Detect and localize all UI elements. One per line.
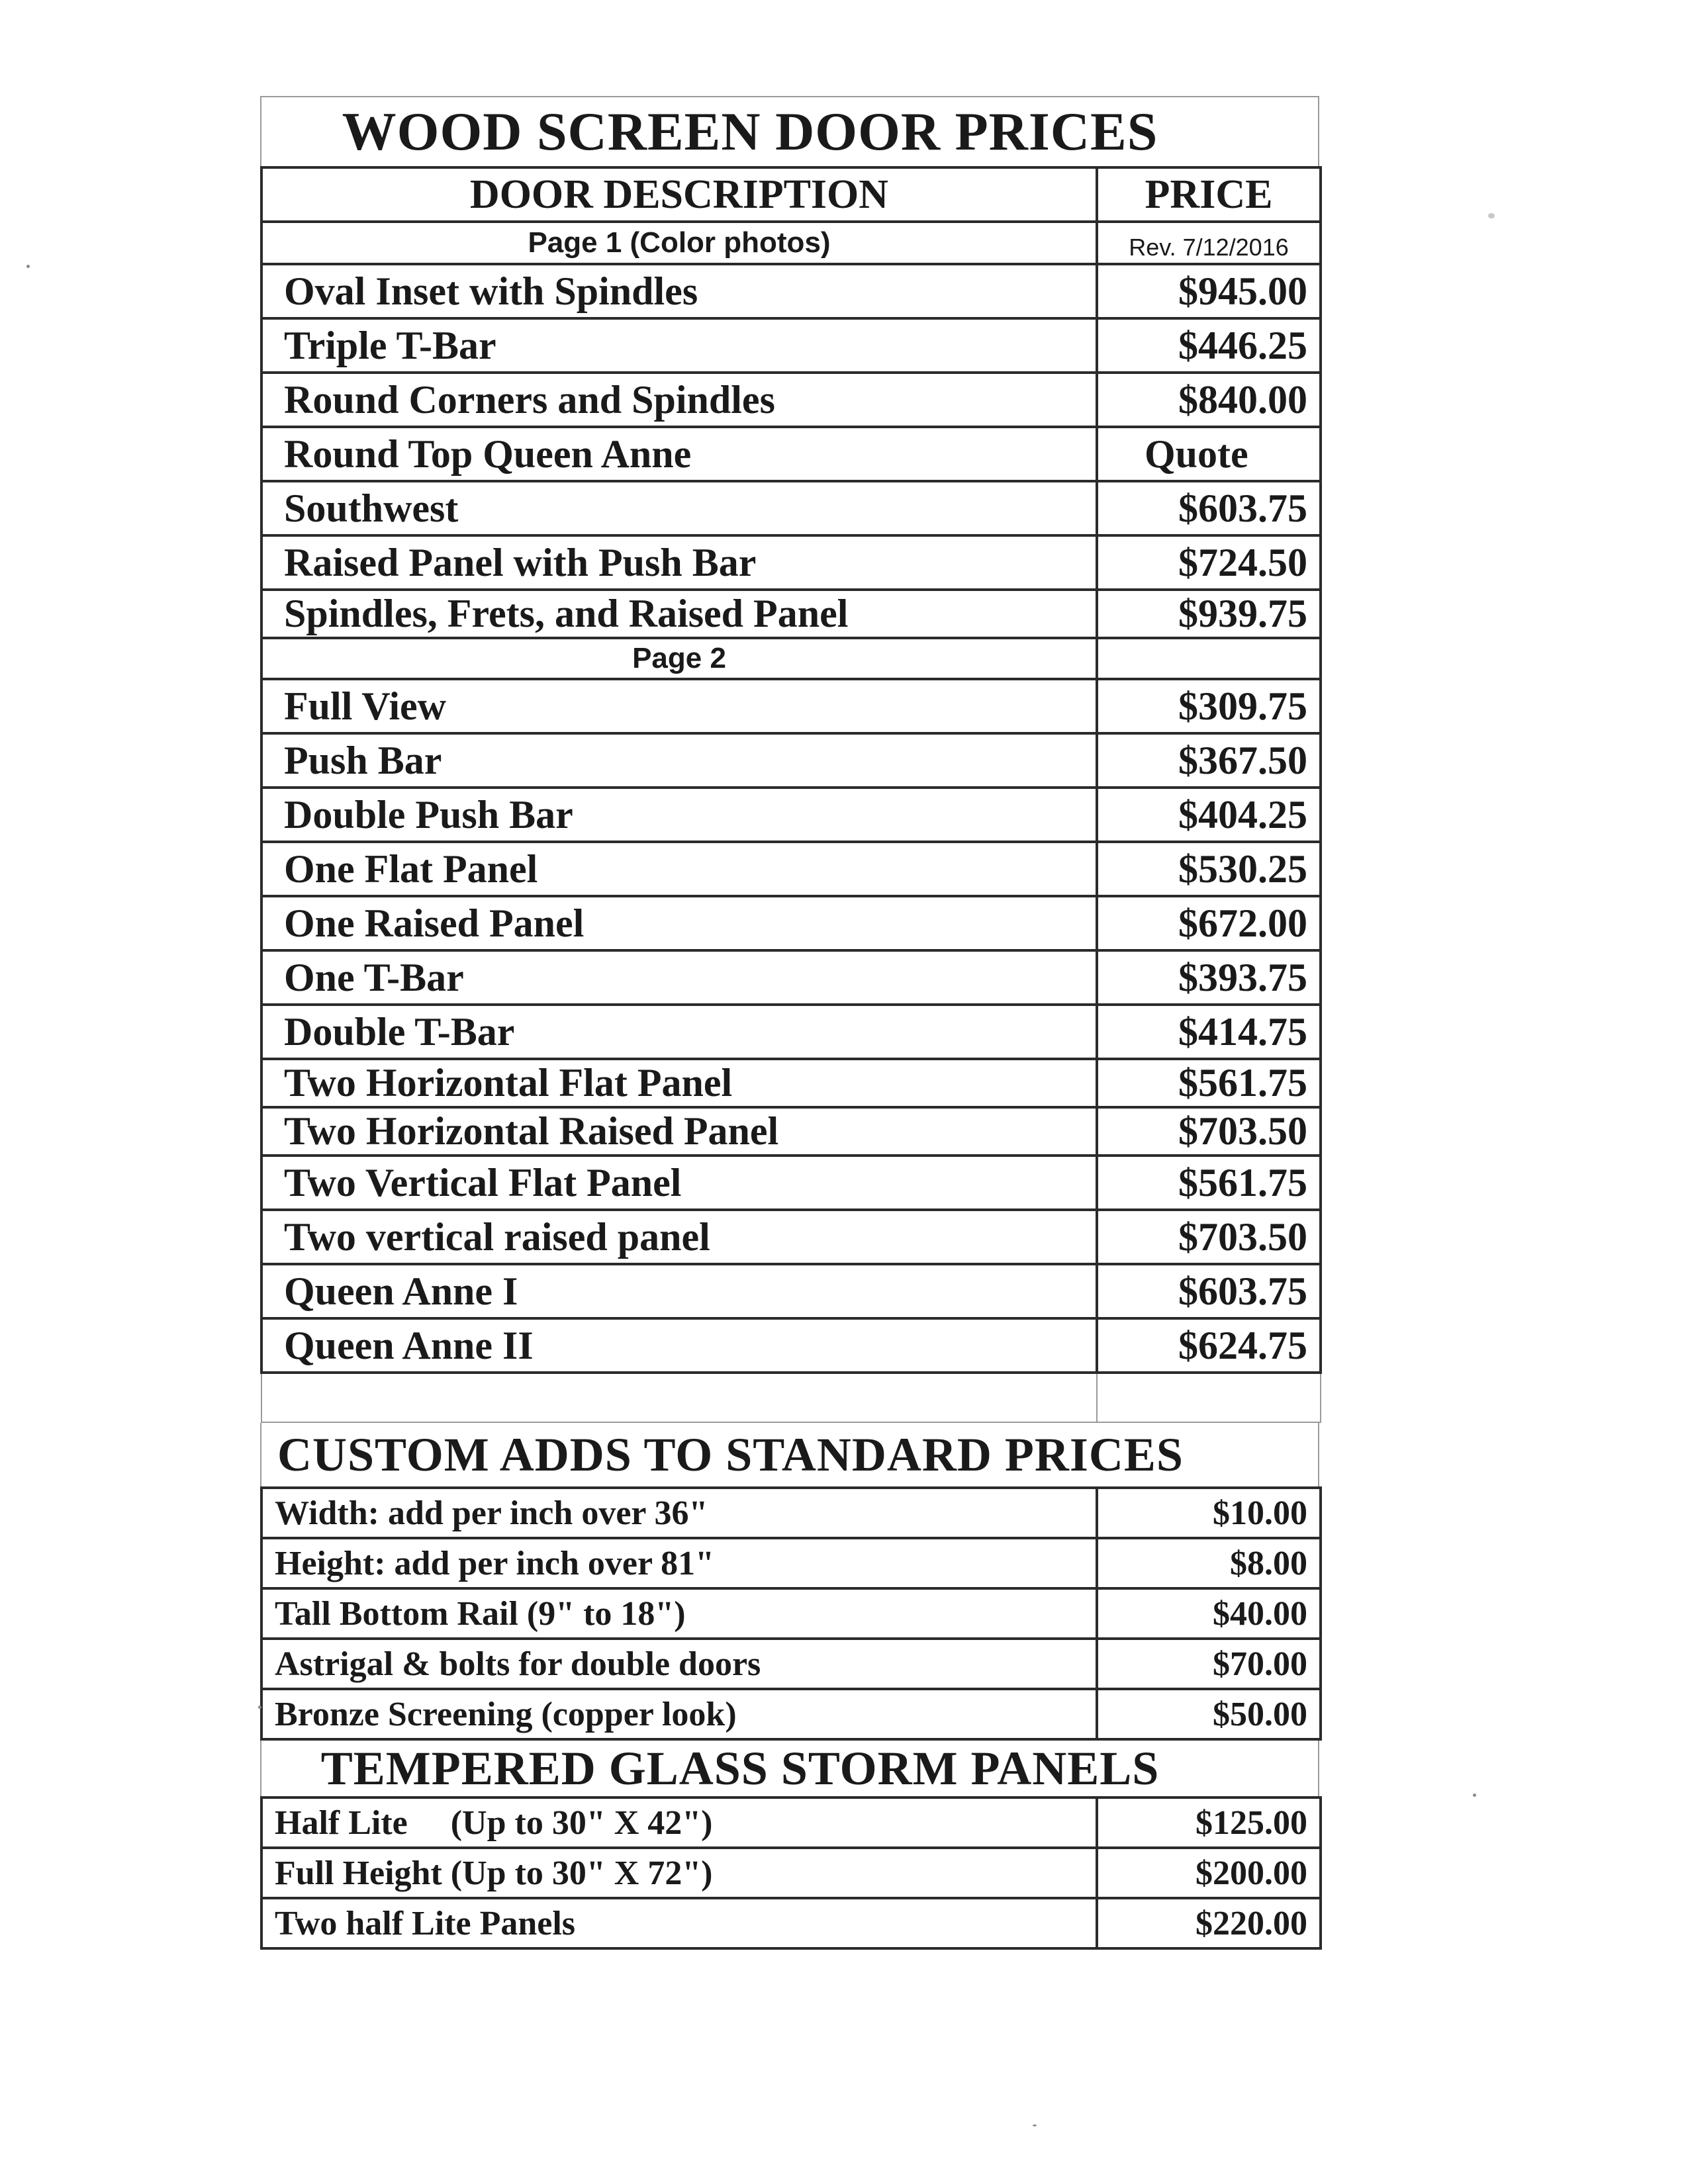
item-description: Two half Lite Panels xyxy=(261,1898,1097,1948)
item-price: $703.50 xyxy=(1097,1210,1321,1264)
empty-cell xyxy=(1097,1373,1321,1422)
item-price: $724.50 xyxy=(1097,535,1321,590)
item-description: One Flat Panel xyxy=(261,842,1097,896)
scan-speck xyxy=(1488,213,1495,218)
table-row xyxy=(261,1848,1321,1898)
item-description: Half Lite (Up to 30" X 42") xyxy=(261,1797,1097,1848)
scan-speck xyxy=(258,1706,261,1709)
item-price: $561.75 xyxy=(1097,1156,1321,1210)
table-row xyxy=(261,1488,1321,1538)
item-description: One T-Bar xyxy=(261,950,1097,1005)
item-price: $624.75 xyxy=(1097,1318,1321,1373)
item-price: $367.50 xyxy=(1097,733,1321,788)
table-row xyxy=(261,896,1321,950)
table-row xyxy=(261,733,1321,788)
item-price: $40.00 xyxy=(1097,1588,1321,1639)
page1-label-row xyxy=(261,222,1321,264)
scan-speck xyxy=(1473,1794,1476,1797)
table-row xyxy=(261,1588,1321,1639)
item-description: Two vertical raised panel xyxy=(261,1210,1097,1264)
table-row xyxy=(261,1689,1321,1739)
page1-label: Page 1 (Color photos) xyxy=(261,222,1097,264)
table-row xyxy=(261,373,1321,427)
item-description: Width: add per inch over 36" xyxy=(261,1488,1097,1538)
page2-label: Page 2 xyxy=(261,638,1097,679)
item-price: Quote xyxy=(1097,427,1321,481)
item-description: Push Bar xyxy=(261,733,1097,788)
revision-date: Rev. 7/12/2016 xyxy=(1097,222,1321,264)
table-row xyxy=(261,679,1321,733)
scan-speck xyxy=(1033,2124,1037,2126)
price-header: PRICE xyxy=(1097,167,1321,222)
item-description: Queen Anne I xyxy=(261,1264,1097,1318)
page-title: WOOD SCREEN DOOR PRICES xyxy=(260,96,1319,166)
table-row xyxy=(261,1797,1321,1848)
item-description: Southwest xyxy=(261,481,1097,535)
table-row xyxy=(261,318,1321,373)
table-row xyxy=(261,590,1321,638)
table-row xyxy=(261,1898,1321,1948)
item-price: $8.00 xyxy=(1097,1538,1321,1588)
custom-adds-table xyxy=(260,1486,1322,1741)
table-row xyxy=(261,1005,1321,1059)
spacer-row xyxy=(261,1373,1321,1422)
custom-adds-title: CUSTOM ADDS TO STANDARD PRICES xyxy=(260,1423,1319,1486)
item-description: Spindles, Frets, and Raised Panel xyxy=(261,590,1097,638)
item-description: Queen Anne II xyxy=(261,1318,1097,1373)
table-row xyxy=(261,427,1321,481)
item-description: Tall Bottom Rail (9" to 18") xyxy=(261,1588,1097,1639)
table-row xyxy=(261,1210,1321,1264)
table-row xyxy=(261,842,1321,896)
table-row xyxy=(261,1059,1321,1107)
item-price: $446.25 xyxy=(1097,318,1321,373)
empty-cell xyxy=(1097,638,1321,679)
empty-cell xyxy=(261,1373,1097,1422)
item-description: Oval Inset with Spindles xyxy=(261,264,1097,318)
table-row xyxy=(261,481,1321,535)
item-price: $404.25 xyxy=(1097,788,1321,842)
item-price: $70.00 xyxy=(1097,1639,1321,1689)
item-description: Bronze Screening (copper look) xyxy=(261,1689,1097,1739)
table-row xyxy=(261,264,1321,318)
page2-label-row xyxy=(261,638,1321,679)
table-row xyxy=(261,535,1321,590)
item-description: Full View xyxy=(261,679,1097,733)
price-sheet xyxy=(260,96,1319,1950)
storm-panels-title: TEMPERED GLASS STORM PANELS xyxy=(260,1741,1319,1796)
item-price: $703.50 xyxy=(1097,1107,1321,1156)
item-description: Two Horizontal Flat Panel xyxy=(261,1059,1097,1107)
table-row xyxy=(261,1639,1321,1689)
item-price: $603.75 xyxy=(1097,1264,1321,1318)
table-row xyxy=(261,950,1321,1005)
table-row xyxy=(261,788,1321,842)
item-price: $672.00 xyxy=(1097,896,1321,950)
table-header-row xyxy=(261,167,1321,222)
item-price: $309.75 xyxy=(1097,679,1321,733)
table-row xyxy=(261,1156,1321,1210)
item-description: Double T-Bar xyxy=(261,1005,1097,1059)
item-price: $530.25 xyxy=(1097,842,1321,896)
item-price: $561.75 xyxy=(1097,1059,1321,1107)
item-price: $603.75 xyxy=(1097,481,1321,535)
item-description: Double Push Bar xyxy=(261,788,1097,842)
item-description: Round Corners and Spindles xyxy=(261,373,1097,427)
item-price: $414.75 xyxy=(1097,1005,1321,1059)
scan-speck xyxy=(26,265,30,268)
item-description: Triple T-Bar xyxy=(261,318,1097,373)
table-row xyxy=(261,1264,1321,1318)
item-description: Height: add per inch over 81" xyxy=(261,1538,1097,1588)
item-description: Astrigal & bolts for double doors xyxy=(261,1639,1097,1689)
item-description: Two Horizontal Raised Panel xyxy=(261,1107,1097,1156)
item-price: $939.75 xyxy=(1097,590,1321,638)
item-description: Full Height (Up to 30" X 72") xyxy=(261,1848,1097,1898)
item-price: $945.00 xyxy=(1097,264,1321,318)
description-header: DOOR DESCRIPTION xyxy=(261,167,1097,222)
door-price-table xyxy=(260,166,1322,1423)
table-row xyxy=(261,1538,1321,1588)
table-row xyxy=(261,1318,1321,1373)
item-price: $200.00 xyxy=(1097,1848,1321,1898)
item-price: $393.75 xyxy=(1097,950,1321,1005)
item-description: Raised Panel with Push Bar xyxy=(261,535,1097,590)
item-description: Two Vertical Flat Panel xyxy=(261,1156,1097,1210)
item-price: $220.00 xyxy=(1097,1898,1321,1948)
item-price: $10.00 xyxy=(1097,1488,1321,1538)
item-price: $840.00 xyxy=(1097,373,1321,427)
item-price: $50.00 xyxy=(1097,1689,1321,1739)
item-price: $125.00 xyxy=(1097,1797,1321,1848)
table-row xyxy=(261,1107,1321,1156)
item-description: One Raised Panel xyxy=(261,896,1097,950)
item-description: Round Top Queen Anne xyxy=(261,427,1097,481)
storm-panels-table xyxy=(260,1796,1322,1950)
